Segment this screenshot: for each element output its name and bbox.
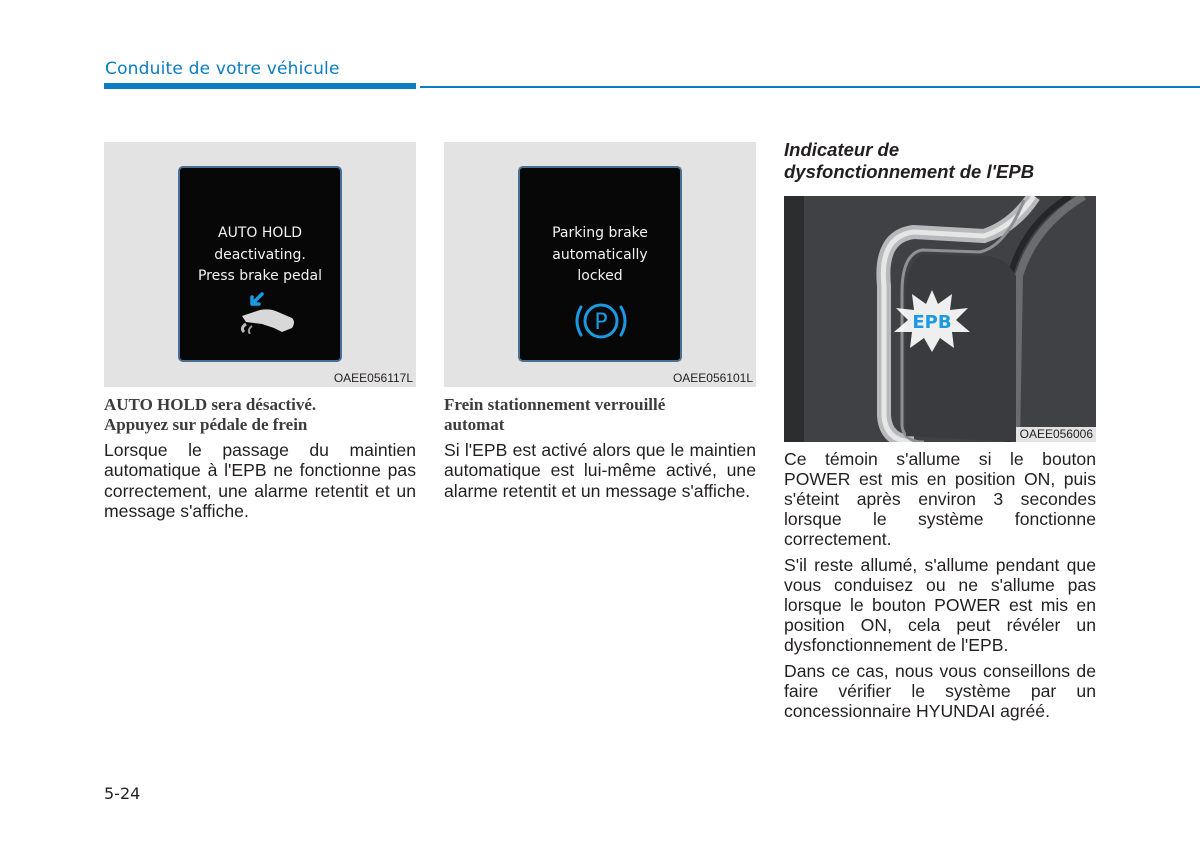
figure-code: OAEE056101L	[669, 371, 756, 386]
cluster-display	[178, 166, 342, 362]
display-line: Press brake pedal	[197, 268, 323, 284]
auto-hold-figure	[104, 142, 416, 387]
body-paragraph: Ce témoin s'allume si le bouton POWER est mis en position ON, puis s'éteint après environ 3 secondes lorsque le système fonctionne correctement.	[784, 449, 1096, 549]
title-line: dysfonctionnement de l'EPB	[784, 161, 1035, 182]
epb-badge-text: EPB	[912, 312, 952, 333]
body-paragraph: Lorsque le passage du maintien automatique à l'EPB ne fonctionne pas correctement, une alarme retentit et un message s'affiche.	[104, 440, 416, 522]
figure-code: OAEE056117L	[330, 371, 416, 386]
subsection-title	[784, 139, 1096, 183]
display-line: deactivating.	[214, 246, 306, 263]
figure-caption	[104, 395, 424, 435]
caption-line: Appuyez sur pédale de frein	[104, 415, 308, 434]
header-rule-thick	[104, 83, 416, 89]
figure-caption	[444, 395, 764, 435]
display-message	[180, 223, 340, 288]
header-rule-thin	[420, 86, 1200, 88]
title-line: Indicateur de	[784, 139, 900, 160]
epb-warning-icon	[892, 288, 972, 354]
parking-brake-icon	[573, 299, 629, 343]
display-line: Parking brake	[552, 225, 648, 241]
caption-line: AUTO HOLD sera désactivé.	[104, 395, 317, 414]
display-message	[520, 223, 680, 288]
caption-line: automat	[444, 415, 505, 434]
body-paragraph: S'il reste allumé, s'allume pendant que vous conduisez ou ne s'allume pas lorsque le bouton POWER est mis en position ON, cela peut révéler un dysfonctionnement de l'EPB.	[784, 555, 1096, 655]
display-line: locked	[577, 268, 623, 284]
brake-pedal-icon	[232, 292, 296, 334]
epb-indicator-figure	[784, 196, 1096, 442]
page-number: 5-24	[104, 784, 141, 803]
epb-description	[784, 449, 1096, 727]
cluster-display	[518, 166, 682, 362]
section-title: Conduite de votre véhicule	[105, 59, 340, 79]
body-paragraph: Si l'EPB est activé alors que le maintien automatique est lui-même activé, une alarme retentit et un message s'affiche.	[444, 440, 756, 501]
figure-code: OAEE056006	[1016, 427, 1096, 442]
display-line: AUTO HOLD	[218, 225, 302, 241]
caption-line: Frein stationnement verrouillé	[444, 395, 666, 414]
display-line: automatically	[552, 246, 648, 263]
svg-text:P: P	[594, 310, 608, 335]
parking-brake-figure	[444, 142, 756, 387]
body-paragraph: Dans ce cas, nous vous conseillons de faire vérifier le système par un concessionnaire HYUNDAI agréé.	[784, 661, 1096, 721]
